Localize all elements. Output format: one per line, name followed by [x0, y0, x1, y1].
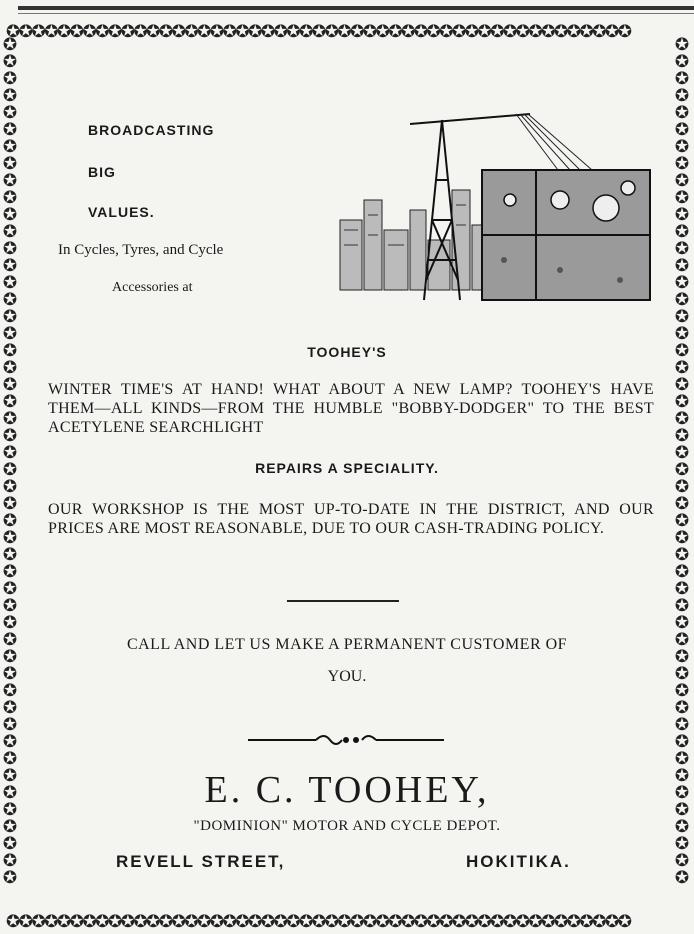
- intro-line-2: Accessories at: [112, 280, 193, 295]
- intro-line-1: In Cycles, Tyres, and Cycle: [58, 242, 224, 258]
- subhead-repairs: REPAIRS A SPECIALITY.: [255, 460, 439, 476]
- border-left-icon: ✪ ✪ ✪ ✪ ✪ ✪ ✪ ✪ ✪ ✪ ✪ ✪ ✪ ✪ ✪ ✪ ✪ ✪ ✪ ✪ ✪ ✪ ✪ ✪ ✪ ✪ ✪ ✪ ✪ ✪ ✪ ✪ ✪ ✪ ✪ ✪ ✪ ✪ ✪ ✪ ✪ ✪ ✪ ✪ ✪ ✪ ✪ ✪ ✪ ✪: [2, 36, 18, 886]
- decorative-flourish-icon: [246, 728, 446, 752]
- headline-values: VALUES.: [88, 204, 155, 220]
- headline-broadcasting: BROADCASTING: [88, 122, 215, 138]
- town-name: HOKITIKA.: [466, 852, 571, 871]
- top-rule-thin: [18, 13, 694, 14]
- border-bottom-icon: ✪✪✪✪✪✪✪✪✪✪✪✪✪✪✪✪✪✪✪✪✪✪✪✪✪✪✪✪✪✪✪✪✪✪✪✪✪✪✪✪✪✪✪✪✪✪✪✪✪: [6, 912, 631, 931]
- divider-rule: [287, 600, 399, 602]
- depot-line: "DOMINION" MOTOR AND CYCLE DEPOT.: [193, 818, 501, 834]
- top-rule-thick: [18, 6, 694, 10]
- call-line-1: CALL AND LET US MAKE A PERMANENT CUSTOMER OF: [126, 636, 568, 653]
- proprietor-name: E. C. TOOHEY,: [204, 769, 490, 811]
- paragraph-workshop: OUR WORKSHOP IS THE MOST UP-TO-DATE IN THE DISTRICT, AND OUR PRICES ARE MOST REASONABLE, DUE TO OUR CASH-TRADING POLICY.: [48, 501, 654, 537]
- street-address: REVELL STREET,: [116, 852, 286, 871]
- call-line-2: YOU.: [327, 668, 367, 685]
- border-right-icon: ✪ ✪ ✪ ✪ ✪ ✪ ✪ ✪ ✪ ✪ ✪ ✪ ✪ ✪ ✪ ✪ ✪ ✪ ✪ ✪ ✪ ✪ ✪ ✪ ✪ ✪ ✪ ✪ ✪ ✪ ✪ ✪ ✪ ✪ ✪ ✪ ✪ ✪ ✪ ✪ ✪ ✪ ✪ ✪ ✪ ✪ ✪ ✪ ✪ ✪: [674, 36, 690, 886]
- border-top-icon: ✪✪✪✪✪✪✪✪✪✪✪✪✪✪✪✪✪✪✪✪✪✪✪✪✪✪✪✪✪✪✪✪✪✪✪✪✪✪✪✪✪✪✪✪✪✪✪✪✪: [6, 22, 631, 41]
- radio-tower-illustration-icon: [330, 100, 656, 312]
- shop-name: TOOHEY'S: [307, 344, 387, 360]
- headline-big: BIG: [88, 164, 116, 180]
- paragraph-lamps: WINTER TIME'S AT HAND! WHAT ABOUT A NEW LAMP? TOOHEY'S HAVE THEM—ALL KINDS—FROM THE HUMBLE "BOBBY-DODGER" TO THE BEST ACETYLENE SEARCHLIGHT: [48, 381, 654, 436]
